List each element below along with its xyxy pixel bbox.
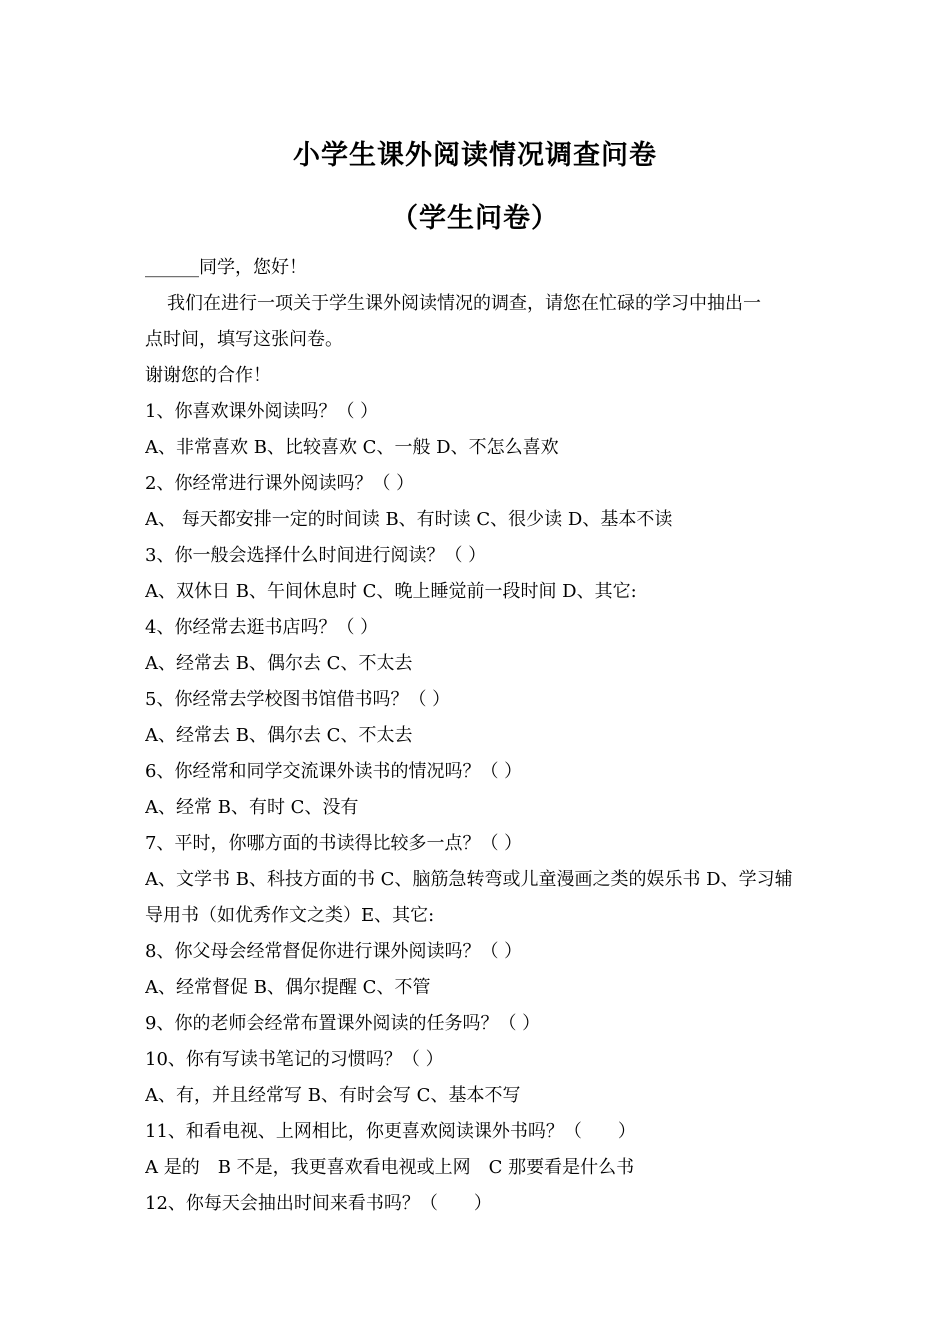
page-subtitle: （学生问卷） <box>391 203 559 234</box>
intro-text: 我们在进行一项关于学生课外阅读情况的调查，请您在忙碌的学习中抽出一 <box>167 293 761 314</box>
question-5: 5、你经常去学校图书馆借书吗？（ ） <box>145 689 451 710</box>
page-title: 小学生课外阅读情况调查问卷 <box>293 140 657 171</box>
options-2: A、 每天都安排一定的时间读 B、有时读 C、很少读 D、基本不读 <box>145 509 673 530</box>
options-11: A 是的 B 不是，我更喜欢看电视或上网 C 那要看是什么书 <box>145 1157 635 1178</box>
options-4: A、经常去 B、偶尔去 C、不太去 <box>145 653 413 674</box>
question-11: 11、和看电视、上网相比，你更喜欢阅读课外书吗？（ ） <box>145 1121 636 1142</box>
options-7-continued: 导用书（如优秀作文之类）E、其它: <box>145 905 435 926</box>
question-7: 7、平时，你哪方面的书读得比较多一点？（ ） <box>145 833 523 854</box>
question-10: 10、你有写读书笔记的习惯吗？（ ） <box>145 1049 444 1070</box>
question-3: 3、你一般会选择什么时间进行阅读？（ ） <box>145 545 487 566</box>
options-10: A、有，并且经常写 B、有时会写 C、基本不写 <box>145 1085 521 1106</box>
options-7: A、文学书 B、科技方面的书 C、脑筋急转弯或儿童漫画之类的娱乐书 D、学习辅 <box>145 869 793 890</box>
greeting: ______同学，您好！ <box>145 257 307 278</box>
question-6: 6、你经常和同学交流课外读书的情况吗？（ ） <box>145 761 523 782</box>
question-12: 12、你每天会抽出时间来看书吗？（ ） <box>145 1193 492 1214</box>
question-8: 8、你父母会经常督促你进行课外阅读吗？（ ） <box>145 941 523 962</box>
question-9: 9、你的老师会经常布置课外阅读的任务吗？（ ） <box>145 1013 541 1034</box>
options-8: A、经常督促 B、偶尔提醒 C、不管 <box>145 977 431 998</box>
thanks-text: 谢谢您的合作！ <box>145 365 271 386</box>
questionnaire-body <box>145 250 815 1222</box>
question-1: 1、你喜欢课外阅读吗？（ ） <box>145 401 379 422</box>
question-2: 2、你经常进行课外阅读吗？（ ） <box>145 473 415 494</box>
options-1: A、非常喜欢 B、比较喜欢 C、一般 D、不怎么喜欢 <box>145 437 559 458</box>
question-4: 4、你经常去逛书店吗？（ ） <box>145 617 379 638</box>
options-5: A、经常去 B、偶尔去 C、不太去 <box>145 725 413 746</box>
options-3: A、双休日 B、午间休息时 C、晚上睡觉前一段时间 D、其它: <box>145 581 637 602</box>
intro-text-continued: 点时间，填写这张问卷。 <box>145 329 343 350</box>
options-6: A、经常 B、有时 C、没有 <box>145 797 359 818</box>
